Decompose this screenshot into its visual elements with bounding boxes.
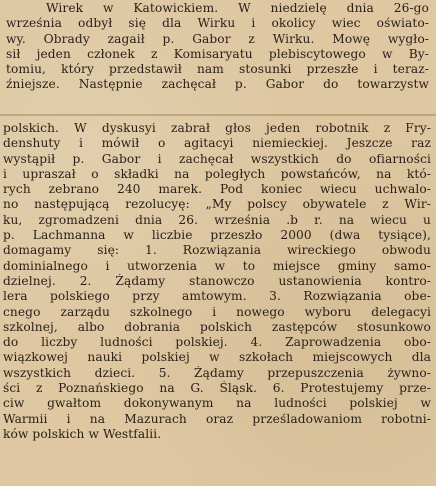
article-line: rych zebrano 240 marek. Pod koniec wiecu uchwalo- [3, 182, 431, 197]
article-line: do liczby ludności polskiej. 4. Zaprowadzenia obo- [3, 335, 431, 350]
article-line: Wirek w Katowickiem. W niedzielę dnia 26-go [46, 1, 429, 15]
article-line: denshuty i mówił o agitacyi niemieckiej. Jeszcze raz [3, 136, 431, 151]
article-line: ciw gwałtom dokonywanym na ludności polskiej w [3, 396, 431, 411]
article-line: cnego zarządu szkolnego i nowego wyboru delegacyi [3, 304, 431, 319]
article-bottom-section [3, 121, 431, 442]
article-line: domagamy się: 1. Rozwiązania wireckiego obwodu [3, 243, 431, 258]
article-line: Warmii i na Mazurach oraz prześladowaniom robotni- [3, 411, 431, 426]
article-line: źniejsze. Następnie zachęcał p. Gabor do towarzystw [6, 77, 429, 92]
article-line: i upraszał o składki na poległych powstańców, na któ- [3, 166, 431, 181]
article-line: ści z Poznańskiego na G. Śląsk. 6. Protestujemy prze- [3, 381, 431, 396]
article-line: września odbył się dla Wirku i okolicy wiec oświato- [6, 16, 429, 31]
article-line: ku, zgromadzeni dnia 26. września .b r. na wiecu u [3, 212, 431, 227]
article-line: wy. Obrady zagaił p. Gabor z Wirku. Mowę wygło- [6, 31, 429, 46]
clipping-fold-divider [0, 114, 436, 116]
article-line: dominialnego i utworzenia w to miejsce gminy samo- [3, 258, 431, 273]
article-line: szkolnej, albo dobrania polskich zastępców stosunkowo [3, 319, 431, 334]
article-line: lera polskiego przy amtowym. 3. Rozwiązania obe- [3, 289, 431, 304]
article-line: wszystkich dzieci. 5. Żądamy przepuszczenia żywno- [3, 365, 431, 380]
article-line: dzielnej. 2. Żądamy stanowczo ustanowienia kontro- [3, 273, 431, 288]
article-line: wiązkowej nauki polskiej w szkołach miejscowych dla [3, 350, 431, 365]
article-top-section [6, 1, 429, 93]
article-line: wystąpił p. Gabor i zachęcał wszystkich do ofiarności [3, 151, 431, 166]
article-line: sił jeden członek z Komisaryatu plebiscytowego w By- [6, 46, 429, 61]
article-line: no następującą rezolucyę: „My polscy obywatele z Wir- [3, 197, 431, 212]
article-line: polskich. W dyskusyi zabrał głos jeden robotnik z Fry- [3, 121, 431, 135]
article-line: ków polskich w Westfalii. [3, 426, 162, 441]
article-line: tomiu, który przedstawił nam stosunki przeszłe i teraz- [6, 62, 429, 77]
article-line: p. Lachmanna w liczbie przeszło 2000 (dwa tysiące), [3, 228, 431, 243]
